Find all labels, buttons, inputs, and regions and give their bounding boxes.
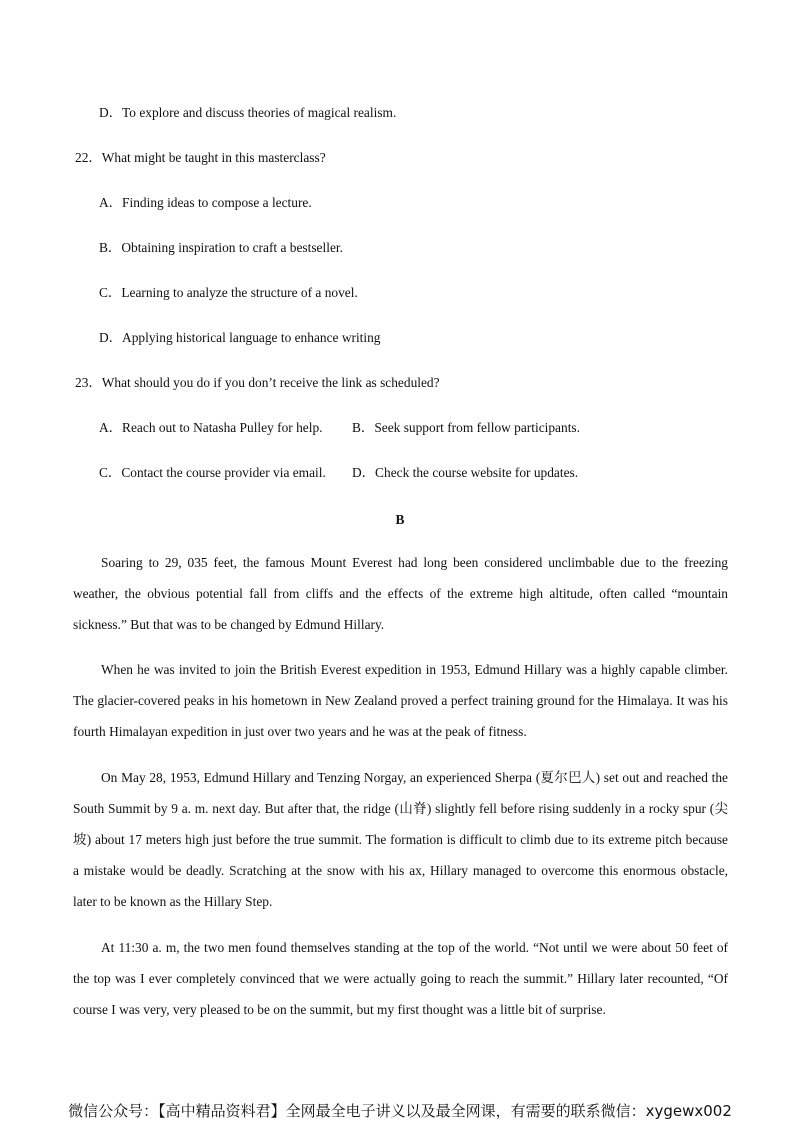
q23-option-c: C．Contact the course provider via email. (99, 465, 326, 480)
q23-option-b: B．Seek support from fellow participants. (352, 420, 580, 435)
passage-paragraph-4: At 11:30 a. m, the two men found themselves standing at the top of the world. “Not until we were about 50 feet of the top was I ever completely convinced that we were actually going to reach the summit.” Hillary later recounted, “Of course I was very, very pleased to be on the summit, but my first thought was a little bit of surprise. (73, 940, 728, 1017)
q22-option-a: A．Finding ideas to compose a lecture. (99, 195, 312, 210)
q22-option-c: C．Learning to analyze the structure of a novel. (99, 285, 358, 300)
footer-watermark: 微信公众号：【高中精品资料君】全网最全电子讲义以及最全网课，有需要的联系微信：xygewx002 (68, 1102, 732, 1120)
passage-paragraph-2: When he was invited to join the British Everest expedition in 1953, Edmund Hillary was a highly capable climber. The glacier-covered peaks in his hometown in New Zealand proved a perfect training ground for the Himalaya. It was his fourth Himalayan expedition in just over two years and he was at the peak of fitness. (73, 662, 728, 739)
q23-option-a: A．Reach out to Natasha Pulley for help. (99, 420, 323, 435)
q23-stem: 23．What should you do if you don’t receive the link as scheduled? (75, 375, 440, 390)
q22-option-d: D．Applying historical language to enhance writing (99, 330, 381, 345)
passage-paragraph-1: Soaring to 29, 035 feet, the famous Mount Everest had long been considered unclimbable due to the freezing weather, the obvious potential fall from cliffs and the effects of the extreme high altitude, often called “mountain sickness.” But that was to be changed by Edmund Hillary. (73, 555, 728, 632)
q23-option-d: D．Check the course website for updates. (352, 465, 579, 480)
q21-option-d: D．To explore and discuss theories of magical realism. (99, 105, 397, 120)
q22-option-b: B．Obtaining inspiration to craft a bestseller. (99, 240, 343, 255)
section-b-heading: B (395, 512, 405, 527)
passage-paragraph-3: On May 28, 1953, Edmund Hillary and Tenzing Norgay, an experienced Sherpa (夏尔巴人) set out and reached the South Summit by 9 a. m. next day. But after that, the ridge (山脊) slightly fell before rising suddenly in a rocky spur (尖坡) about 17 meters high just before the true summit. The formation is difficult to climb due to its extreme pitch because a mistake would be deadly. Scratching at the snow with his ax, Hillary managed to overcome this enormous obstacle, later to be known as the Hillary Step. (73, 770, 728, 909)
q22-stem: 22．What might be taught in this masterclass? (75, 150, 326, 165)
